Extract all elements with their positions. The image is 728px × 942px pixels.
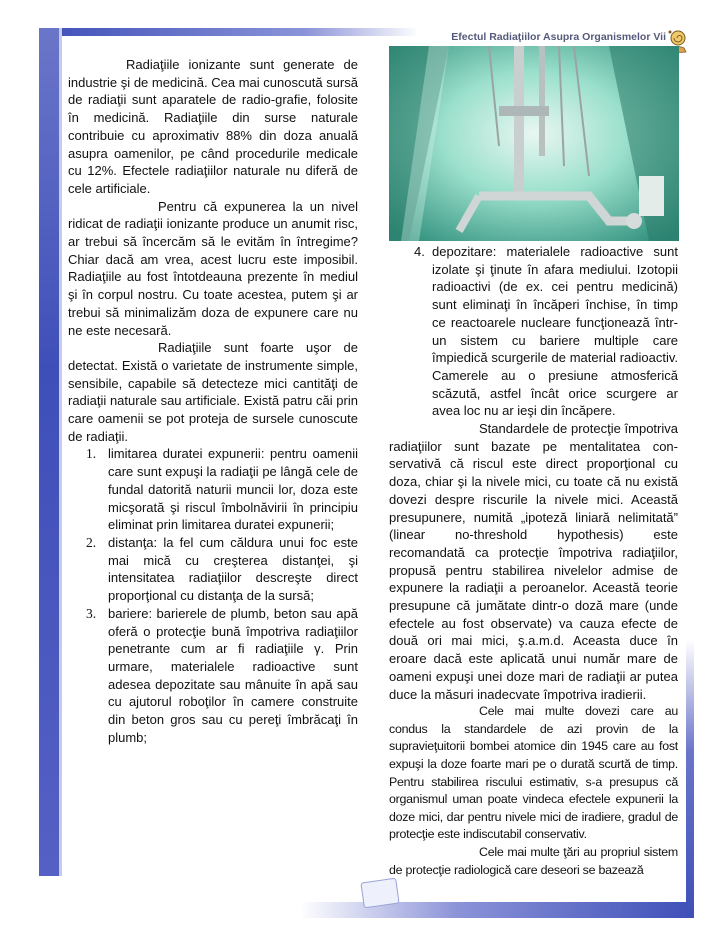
list-item (68, 605, 358, 747)
list-item-text: bariere: barierele de plumb, beton sau apă oferă o protecţie bună împotriva radiaţiilor penetrante cum ar fi radiaţiile γ. Prin urmare, materialele radioactive sunt adesea depozitate sau mânuite în apă sau cu ajutorul roboţilor în camere construite din beton gros sau cu pereţi îmbrăcaţi în plumb; (108, 605, 358, 745)
left-decorative-edge (59, 28, 62, 876)
list-item-number: 2. (86, 534, 97, 550)
paragraph-exposure-risk: Pentru că expunerea la un nivel ridicat de radiaţii ionizante produce un anumit risc, ar trebui să încercăm să le evităm în întregime? Chiar dacă am vrea, acest lucru este imposibil. Radiaţiile au fost întotdeauna prezente în mediul şi în corpul nostru. Cu toate acestea, putem şi ar trebui să minimalizăm doza de expunere care nu ne este necesară. (68, 198, 358, 338)
right-column (389, 243, 678, 879)
protection-methods-list (68, 445, 358, 746)
paragraph-radiation-sources: Radiaţiile ionizante sunt generate de industrie şi de medicină. Cea mai cunoscută sursă de radiaţii sunt aparatele de radio-grafie, folosite în medicină. Radiaţiile din surse naturale contribuie cu aproximativ 88% din doza anuală asupra oamenilor, pe când procedurile medicale cu 12%. Efectele radiaţiilor naturale nu diferă de cele artificiale. (68, 57, 358, 196)
left-decorative-bar (39, 28, 59, 876)
left-column (68, 56, 358, 746)
bottom-decorative-bar (300, 902, 693, 918)
paragraph-evidence: Cele mai multe dovezi care au condus la standardele de azi provin de la supravieţuitorii bombei atomice din 1945 care au fost expuşi la doze foarte mari pe o durată scurtă de timp. Pentru stabilirea riscului estimativ, s-a presupus că organismul uman poate vindeca efectele expunerii la doze mici, dar pentru nivele mici de iradiere, gradul de protecţie este indiscutabil conservativ. (389, 704, 678, 842)
paragraph-national-systems: Cele mai multe ţări au propriul sistem de protecţie radiologică care deseori se bazează (389, 845, 678, 877)
list-item-number: 1. (86, 446, 97, 462)
paragraph-protection-standards: Standardele de protecţie împotriva radiaţiilor sunt bazate pe mentalitatea con-servativă că riscul este direct proporţional cu doza, chiar şi la nivele mici, cu toate că nu există dovezi despre riscurile la nivele mici. Această presupunere, numită „ipoteză liniară nelimitată” (linear no-threshold hypothesis) este recomandată ca protecţie împotriva radiaţiilor, propusă pentru stabilirea nivelelor admise de expunere la radiaţii a peroanelor. Această teorie presupune că jumătate dintr-o doză mare (unde efectele au fost observate) va cauza efecte de două ori mai mici, ş.a.m.d. Aceasta duce în eroare dacă este aplicată unui număr mare de oameni expuşi unei doze mari de radiaţii ar putea duce la măsuri inadecvate împotriva iradierii. (389, 421, 678, 702)
list-item-text: limitarea duratei expunerii: pentru oamenii care sunt expuşi la radiaţii pe lângă cele de fundal datorită naturii muncii lor, doza este micşorată şi riscul îmbolnăvirii în principiu eliminat prin limitarea duratei expunerii; (108, 446, 358, 533)
right-decorative-bar (686, 640, 694, 918)
page-header-title: Efectul Radiaţiilor Asupra Organismelor Vii (451, 31, 666, 43)
list-item-text: distanţa: la fel cum căldura unui foc este mai mică cu creşterea distanţei, şi intensitatea radiaţiilor descreşte direct proporţional cu distanţa de la sursă; (108, 534, 358, 604)
list-item-number: 3. (86, 605, 97, 621)
list-item (68, 534, 358, 605)
list-item-number: 4. (414, 244, 425, 259)
list-item (68, 445, 358, 534)
list-item (389, 243, 678, 420)
envelope-icon (360, 878, 399, 909)
reactor-pool-photo (389, 46, 679, 241)
list-item-text: depozitare: materialele radioactive sunt izolate şi ţinute în afara mediului. Izotopii radioactivi (de ex. cei pentru medicină) sunt eliminaţi în încăperi închise, în timp ce reactoarele nucleare funcţionează într-un sistem cu bariere multiple care împiedică scurgerile de material radioactiv. Camerele au o presiune atmosferică scăzută, astfel încât orice scurgere ar avea loc nu ar ieşi din încăpere. (432, 244, 678, 419)
top-decorative-bar (39, 28, 419, 36)
paragraph-detection: Radiaţiile sunt foarte uşor de detectat. Există o varietate de instrumente simple, sensibile, capabile să detecteze mici cantităţi de radiaţii naturale sau artificiale. Există patru căi prin care oamenii se pot proteja de sursele cunoscute de radiaţii. (68, 340, 358, 444)
